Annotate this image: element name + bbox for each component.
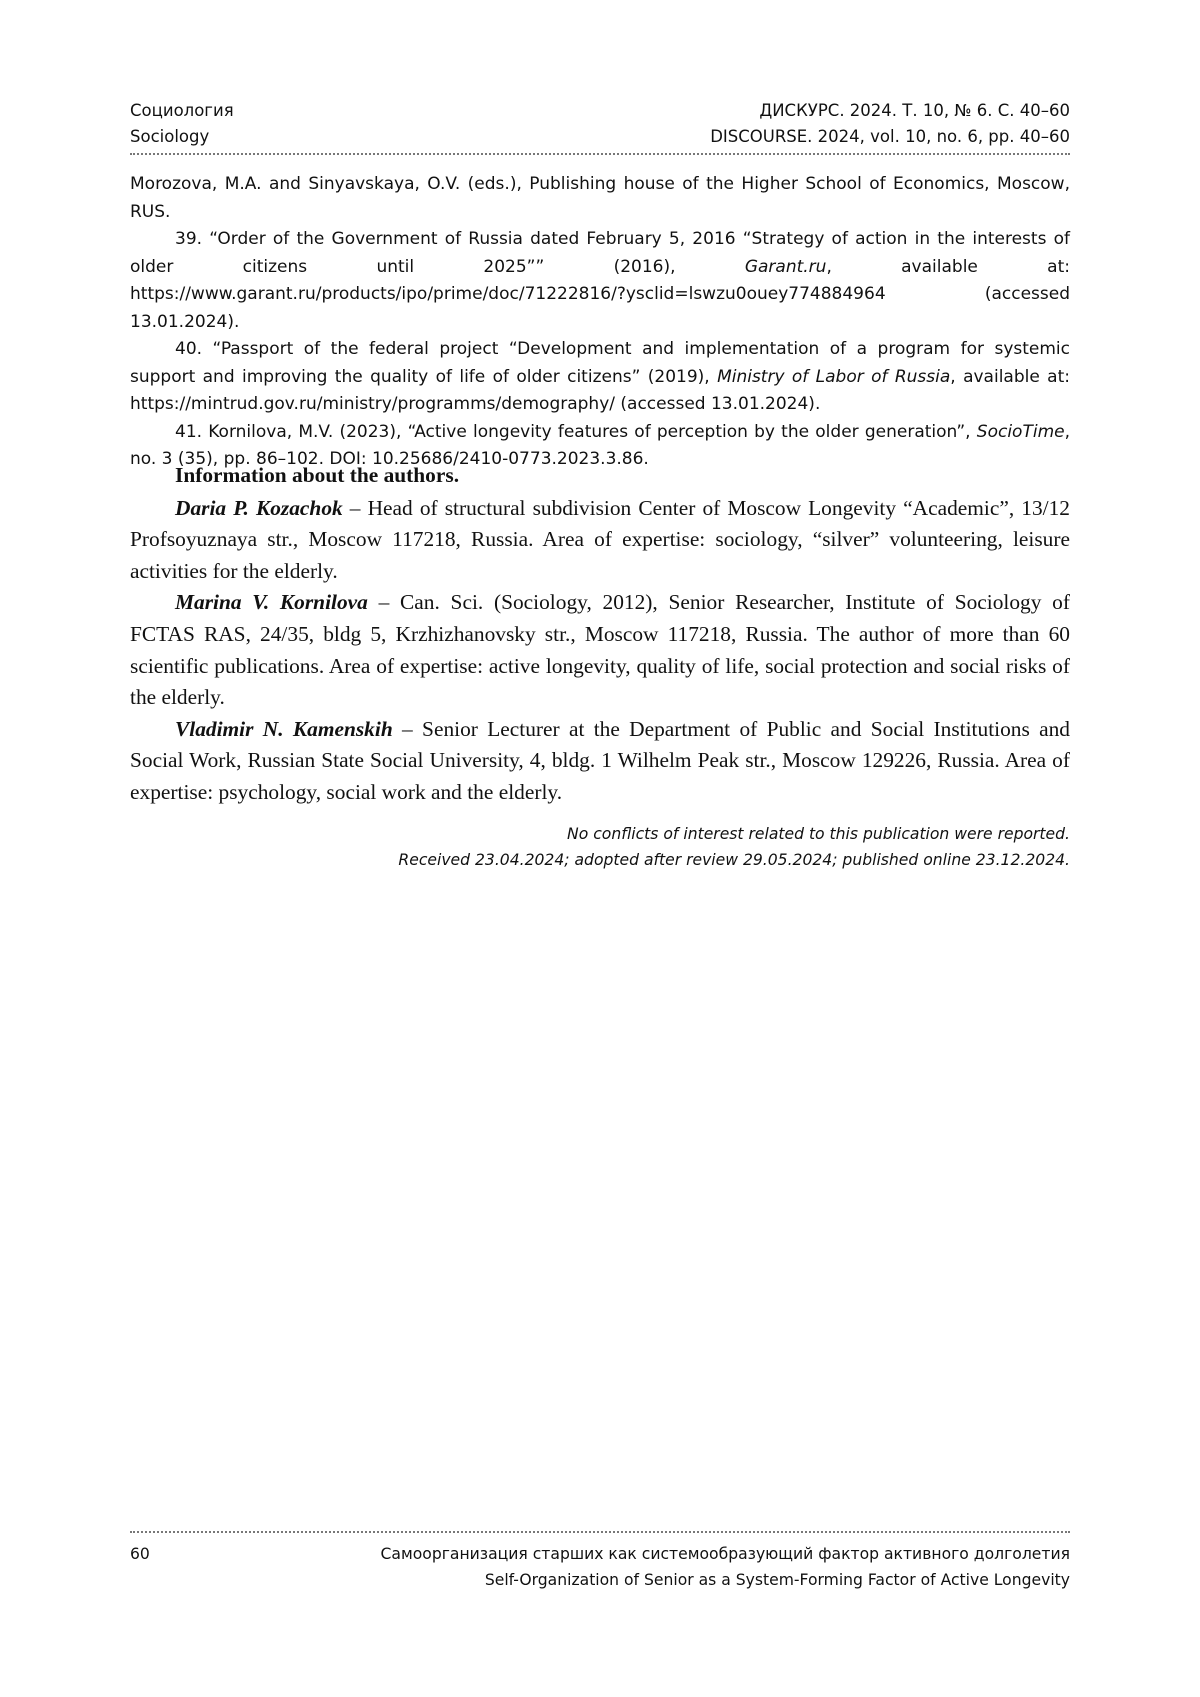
author-2-bio: – Can. Sci. (Sociology, 2012), Senior Researcher, Institute of Sociology of FCTAS RAS, 24/35, bldg 5, Krzhizhanovsky str., Moscow 117218, Russia. The author of more than 60 scientific publications. Area of expertise: active longevity, quality of life, social protection and social risks of the elderly.: [130, 590, 1070, 710]
reference-39-text-end: , available at: https://www.garant.ru/products/ipo/prime/doc/71222816/?ysclid=lswzu0ouey774884964 (accessed 13.01.2024).: [130, 256, 1070, 332]
publication-notes: [130, 821, 1070, 873]
footer-divider: [130, 1531, 1070, 1533]
reference-41-text: 41. Kornilova, M.V. (2023), “Active longevity features of perception by the older generation”,: [175, 421, 977, 442]
conflict-statement: No conflicts of interest related to this publication were reported.: [567, 825, 1070, 843]
header-row-2: [130, 124, 1070, 150]
author-information: [130, 460, 1070, 809]
section-name-en: Sociology: [130, 127, 210, 146]
authors-heading: Information about the authors.: [175, 463, 460, 487]
reference-39: [130, 226, 1070, 336]
author-2-name: Marina V. Kornilova: [175, 590, 368, 615]
section-name-ru: Социология: [130, 101, 234, 120]
article-title-ru: Самоорганизация старших как системообразующий фактор активного долголетия: [380, 1545, 1070, 1563]
journal-citation-en: DISCOURSE. 2024, vol. 10, no. 6, pp. 40–60: [710, 127, 1070, 146]
publication-dates: Received 23.04.2024; adopted after review 29.05.2024; published online 23.12.2024.: [398, 851, 1070, 869]
author-3: [130, 714, 1070, 809]
author-3-bio: – Senior Lecturer at the Department of Public and Social Institutions and Social Work, Russian State Social University, 4, bldg. 1 Wilhelm Peak str., Moscow 129226, Russia. Area of expertise: psychology, social work and the elderly.: [130, 716, 1070, 804]
journal-citation-ru: ДИСКУРС. 2024. Т. 10, № 6. С. 40–60: [759, 101, 1070, 120]
header-row-1: [130, 98, 1070, 124]
reference-41-text-end: , no. 3 (35), pp. 86–102. DOI: 10.25686/2410-0773.2023.3.86.: [130, 421, 1070, 469]
running-footer: [130, 1541, 1070, 1593]
reference-40-source: Ministry of Labor of Russia: [717, 366, 951, 387]
article-title-en: Self-Organization of Senior as a System-Forming Factor of Active Longevity: [484, 1571, 1070, 1589]
reference-39-source: Garant.ru: [744, 256, 827, 277]
reference-40-text-end: , available at: https://mintrud.gov.ru/ministry/programms/demography/ (accessed 13.01.2024).: [130, 366, 1070, 414]
reference-39-text: 39. “Order of the Government of Russia dated February 5, 2016 “Strategy of action in the interests of older citizens until 2025”” (2016),: [130, 229, 1070, 277]
running-header: [130, 98, 1070, 150]
reference-40-text: 40. “Passport of the federal project “Development and implementation of a program for systemic support and improving the quality of life of older citizens” (2019),: [130, 339, 1070, 387]
author-1-bio: – Head of structural subdivision Center of Moscow Longevity “Academic”, 13/12 Profsoyuznaya str., Moscow 117218, Russia. Area of expertise: sociology, “silver” volunteering, leisure activities for the elderly.: [130, 495, 1070, 583]
reference-41-source: SocioTime: [976, 421, 1065, 442]
author-1: [130, 493, 1070, 588]
header-divider: [130, 153, 1070, 155]
reference-40: [130, 336, 1070, 419]
footer-titles: [130, 1541, 1070, 1593]
reference-list: [130, 171, 1070, 474]
page-number: 60: [130, 1545, 150, 1563]
reference-continuation: Morozova, M.A. and Sinyavskaya, O.V. (eds.), Publishing house of the Higher School of Economics, Moscow, RUS.: [130, 174, 1070, 222]
author-3-name: Vladimir N. Kamenskih: [175, 716, 393, 741]
author-1-name: Daria P. Kozachok: [175, 495, 343, 520]
author-2: [130, 587, 1070, 713]
